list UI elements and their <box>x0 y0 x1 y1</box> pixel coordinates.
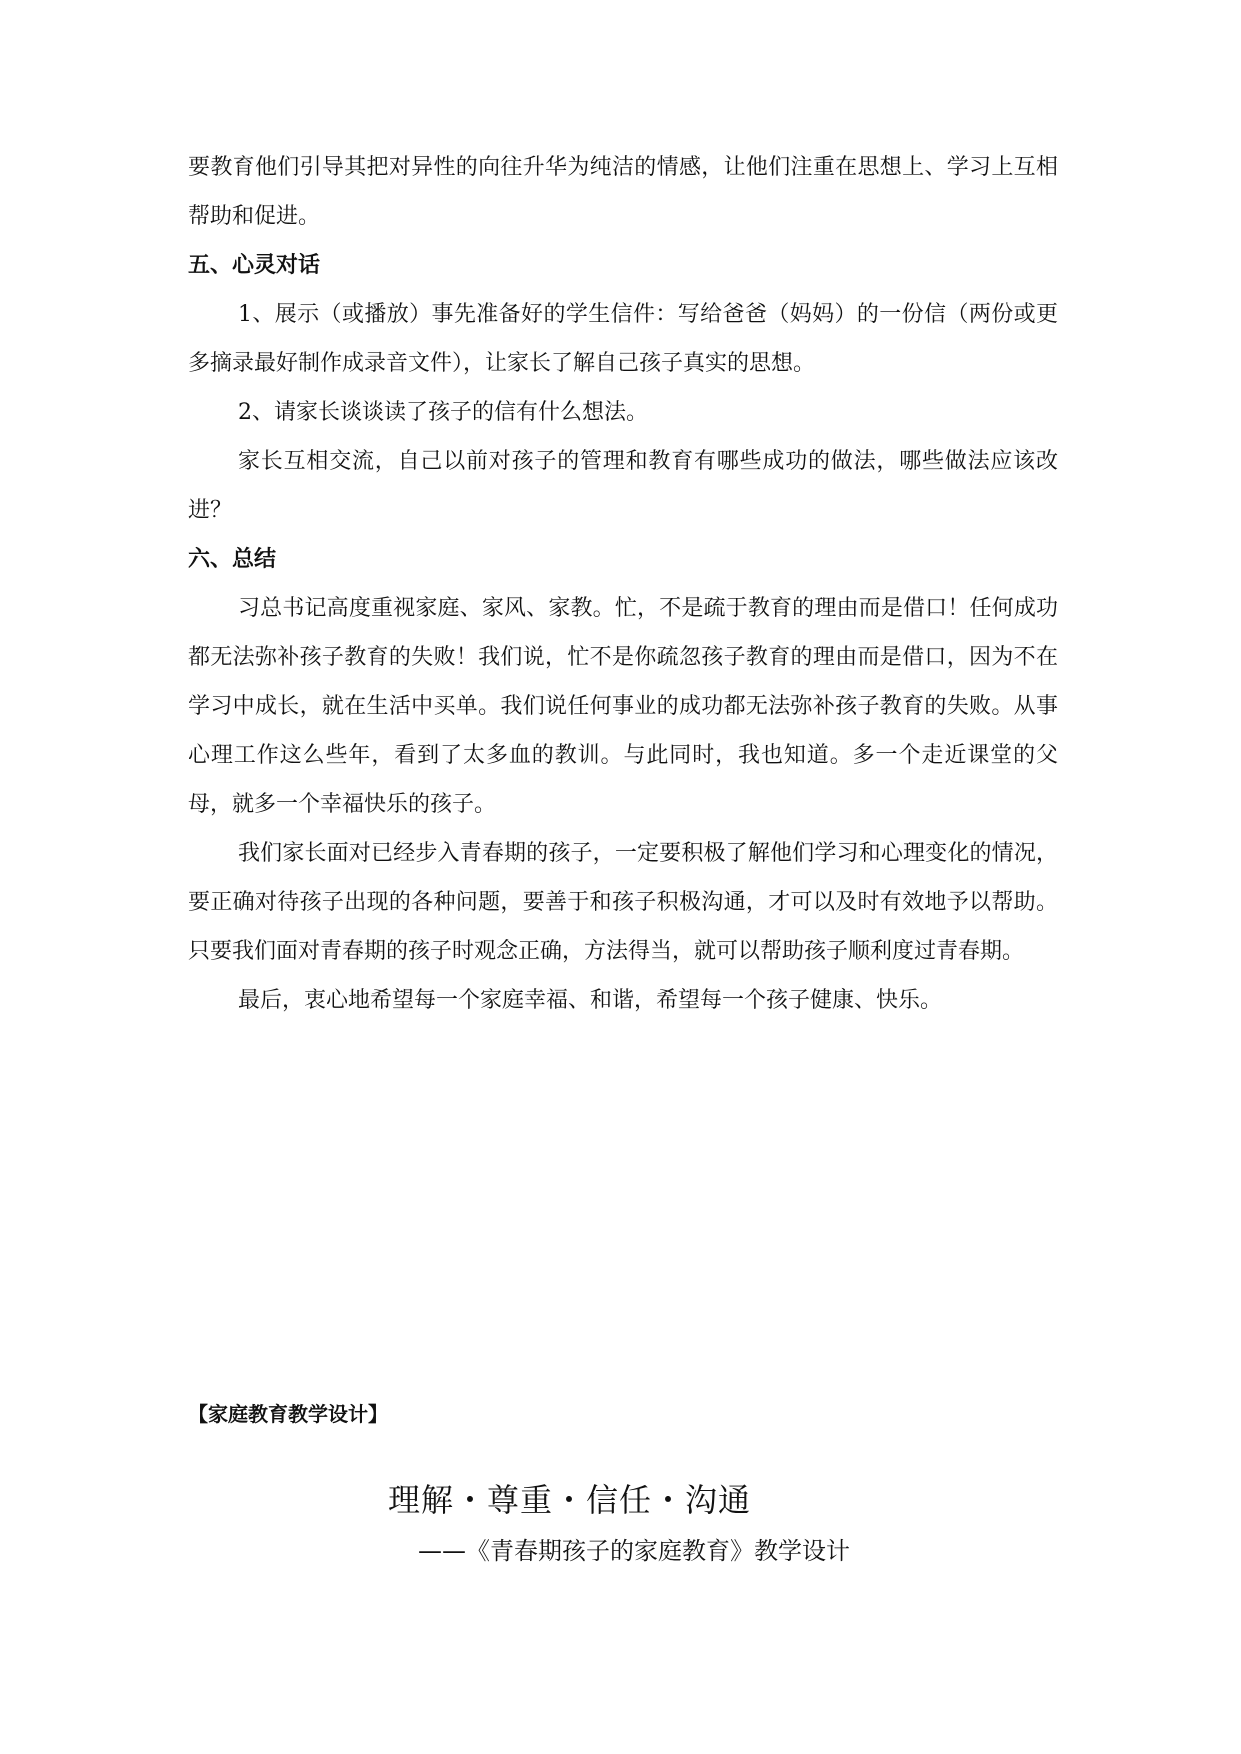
paragraph-summary-3: 最后，衷心地希望每一个家庭幸福、和谐，希望每一个孩子健康、快乐。 <box>238 988 943 1013</box>
document-title: 理解・尊重・信任・沟通 <box>388 1481 752 1519</box>
paragraph-letters: 1、展示（或播放）事先准备好的学生信件：写给爸爸（妈妈）的一份信（两份或更多摘录最好制作成录音文件），让家长了解自己孩子真实的思想。 <box>188 302 1058 376</box>
paragraph-summary-1: 习总书记高度重视家庭、家风、家教。忙，不是疏于教育的理由而是借口！任何成功都无法弥补孩子教育的失败！我们说，忙不是你疏忽孩子教育的理由而是借口，因为不在学习中成长，就在生活中买单。我们说任何事业的成功都无法弥补孩子教育的失败。从事心理工作这么些年，看到了太多血的教训。与此同时，我也知道。多一个走近课堂的父母，就多一个幸福快乐的孩子。 <box>188 596 1058 817</box>
paragraph-continued: 要教育他们引导其把对异性的向往升华为纯洁的情感，让他们注重在思想上、学习上互相帮助和促进。 <box>188 155 1058 229</box>
main-text <box>188 143 1058 1025</box>
paragraph-summary-2: 我们家长面对已经步入青春期的孩子，一定要积极了解他们学习和心理变化的情况，要正确对待孩子出现的各种问题，要善于和孩子积极沟通，才可以及时有效地予以帮助。只要我们面对青春期的孩子时观念正确，方法得当，就可以帮助孩子顺利度过青春期。 <box>188 841 1058 964</box>
paragraph-parents-exchange: 家长互相交流，自己以前对孩子的管理和教育有哪些成功的做法，哪些做法应该改进？ <box>188 449 1058 523</box>
paragraph-parents-talk: 2、请家长谈谈读了孩子的信有什么想法。 <box>238 400 648 425</box>
section-heading-dialogue: 五、心灵对话 <box>188 253 321 278</box>
design-tag: 【家庭教育教学设计】 <box>188 1402 388 1426</box>
document-subtitle: ——《青春期孩子的家庭教育》教学设计 <box>418 1537 850 1565</box>
section-heading-summary: 六、总结 <box>188 547 277 572</box>
